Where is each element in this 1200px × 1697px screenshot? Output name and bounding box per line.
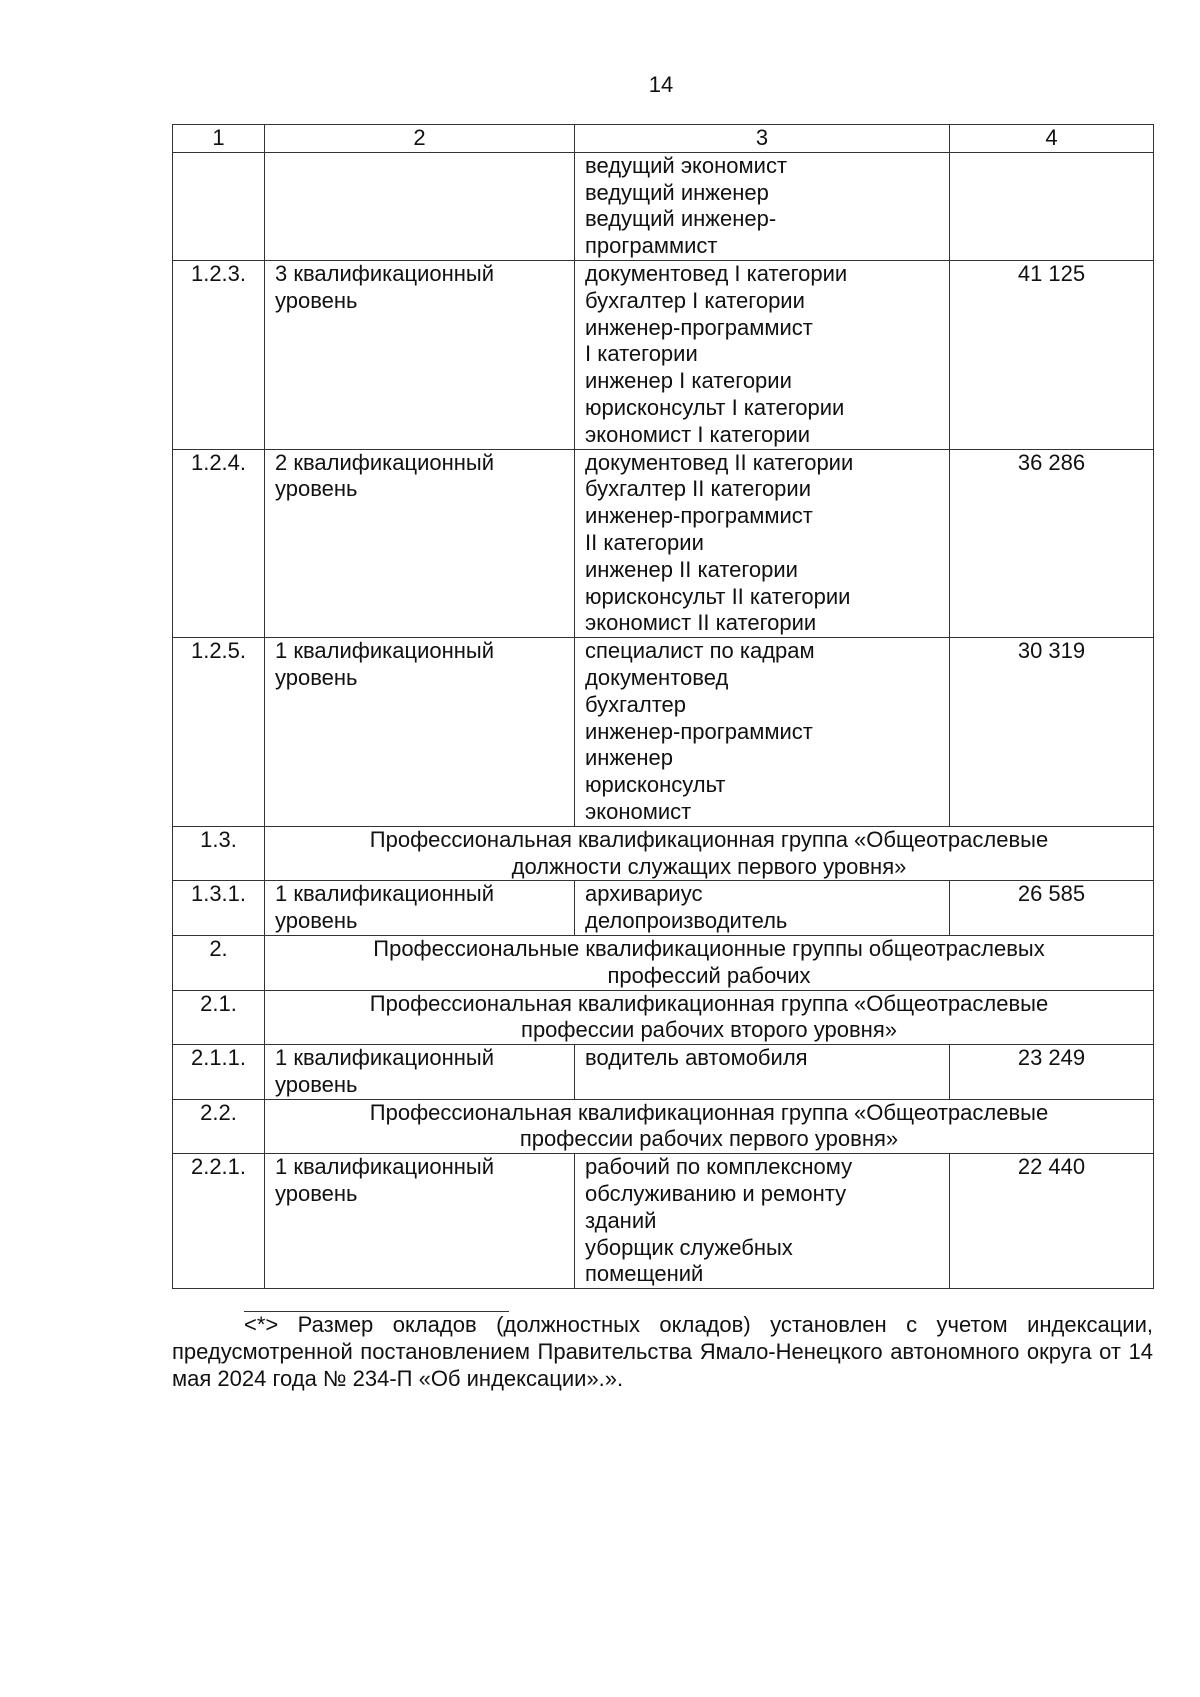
- row-number: [173, 152, 265, 260]
- group-number: 2.2.: [173, 1099, 265, 1154]
- salary-amount: 41 125: [950, 260, 1154, 449]
- table-group-row: [173, 935, 1154, 990]
- footnote: <*> Размер окладов (должностных окладов) установлен с учетом индексации, предусмотренной постановлением Правительства Ямало-Ненецкого автономного округа от 14 мая 2024 года № 234-П «Об индексации».».: [172, 1312, 1153, 1391]
- page-number: 14: [648, 72, 674, 97]
- qualification-level: [265, 152, 575, 260]
- positions-list: водитель автомобиля: [575, 1045, 950, 1100]
- table-row: [173, 638, 1154, 827]
- group-title: Профессиональная квалификационная группа «Общеотраслевые профессии рабочих второго уровня»: [265, 990, 1154, 1045]
- positions-list: ведущий экономист ведущий инженер ведущий инженер- программист: [575, 152, 950, 260]
- salary-amount: 36 286: [950, 449, 1154, 638]
- row-number: 1.2.4.: [173, 449, 265, 638]
- positions-list: архивариус делопроизводитель: [575, 881, 950, 936]
- positions-list: специалист по кадрам документовед бухгалтер инженер-программист инженер юрисконсульт экономист: [575, 638, 950, 827]
- row-number: 1.3.1.: [173, 881, 265, 936]
- table-header-row: [173, 125, 1154, 153]
- row-number: 1.2.5.: [173, 638, 265, 827]
- salary-amount: 30 319: [950, 638, 1154, 827]
- header-cell-1: 1: [173, 125, 265, 153]
- row-number: 1.2.3.: [173, 260, 265, 449]
- header-cell-4: 4: [950, 125, 1154, 153]
- table-row: [173, 152, 1154, 260]
- positions-list: документовед I категории бухгалтер I категории инженер-программист I категории инженер I категории юрисконсульт I категории экономист I категории: [575, 260, 950, 449]
- table-group-row: [173, 1099, 1154, 1154]
- group-number: 2.1.: [173, 990, 265, 1045]
- table-row: [173, 1154, 1154, 1289]
- salary-amount: 26 585: [950, 881, 1154, 936]
- salary-amount: 23 249: [950, 1045, 1154, 1100]
- qualification-level: 1 квалификационный уровень: [265, 881, 575, 936]
- header-cell-2: 2: [265, 125, 575, 153]
- group-title: Профессиональная квалификационная группа «Общеотраслевые должности служащих первого уровня»: [265, 826, 1154, 881]
- qualification-level: 1 квалификационный уровень: [265, 638, 575, 827]
- row-number: 2.1.1.: [173, 1045, 265, 1100]
- row-number: 2.2.1.: [173, 1154, 265, 1289]
- table-row: [173, 260, 1154, 449]
- group-title: Профессиональные квалификационные группы общеотраслевых профессий рабочих: [265, 935, 1154, 990]
- qualification-level: 1 квалификационный уровень: [265, 1045, 575, 1100]
- table-row: [173, 449, 1154, 638]
- header-cell-3: 3: [575, 125, 950, 153]
- salary-table: [172, 124, 1154, 1289]
- group-title: Профессиональная квалификационная группа «Общеотраслевые профессии рабочих первого уровня»: [265, 1099, 1154, 1154]
- salary-amount: [950, 152, 1154, 260]
- qualification-level: 2 квалификационный уровень: [265, 449, 575, 638]
- table-row: [173, 1045, 1154, 1100]
- salary-amount: 22 440: [950, 1154, 1154, 1289]
- table-row: [173, 881, 1154, 936]
- table-group-row: [173, 990, 1154, 1045]
- table-group-row: [173, 826, 1154, 881]
- positions-list: документовед II категории бухгалтер II категории инженер-программист II категории инженер II категории юрисконсульт II категории экономист II категории: [575, 449, 950, 638]
- group-number: 2.: [173, 935, 265, 990]
- group-number: 1.3.: [173, 826, 265, 881]
- positions-list: рабочий по комплексному обслуживанию и ремонту зданий уборщик служебных помещений: [575, 1154, 950, 1289]
- qualification-level: 3 квалификационный уровень: [265, 260, 575, 449]
- qualification-level: 1 квалификационный уровень: [265, 1154, 575, 1289]
